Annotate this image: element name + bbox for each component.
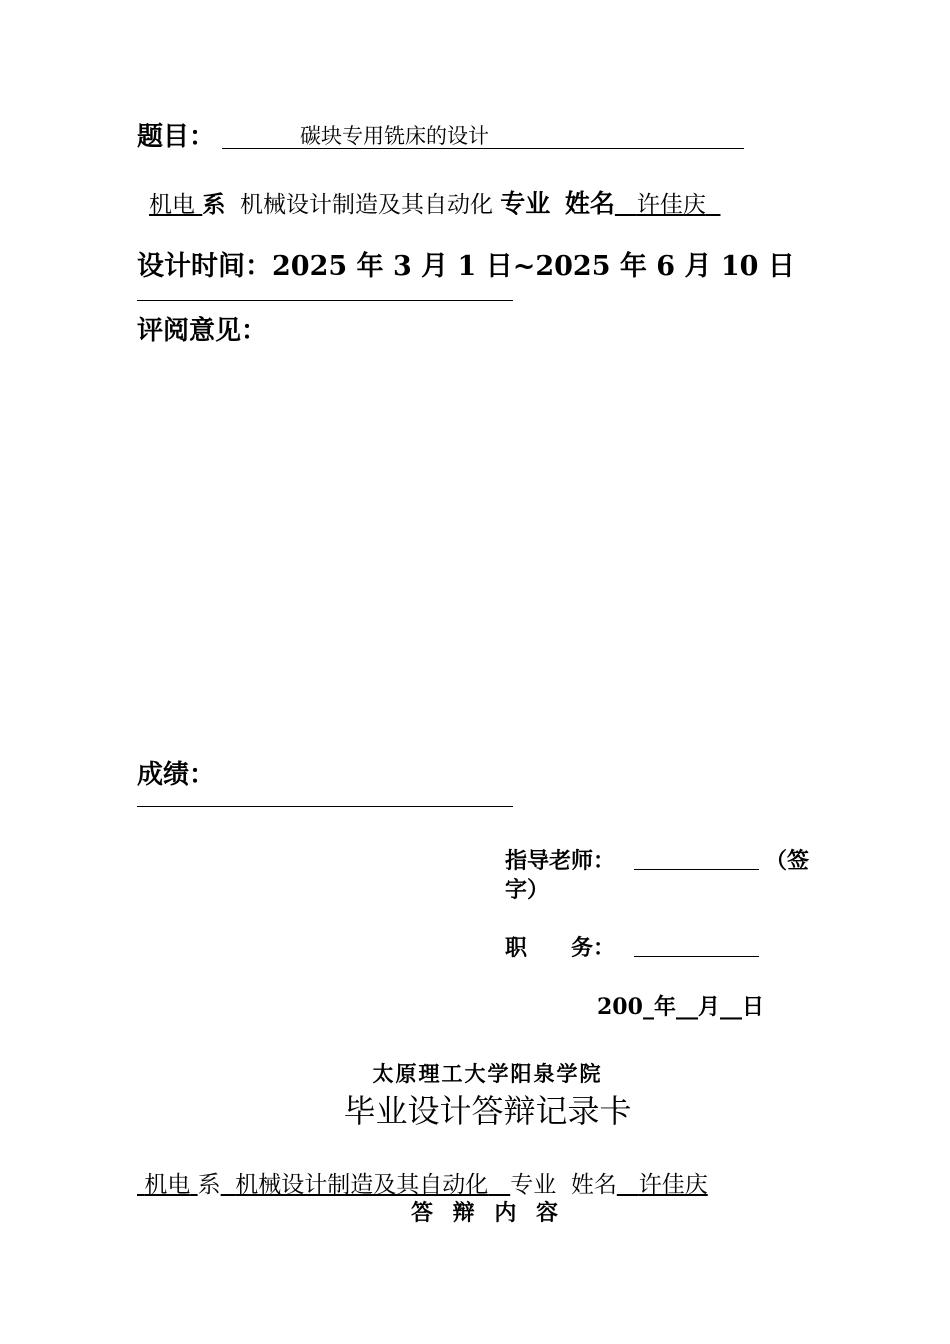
advisor-sign-note: （签: [765, 848, 810, 874]
topic-field: [222, 120, 744, 149]
advisor-sign-note-cont: 字）: [505, 877, 550, 903]
time-underline: [137, 300, 513, 301]
card-title: 毕业设计答辩记录卡: [343, 1092, 632, 1130]
advisor-signature-line: [634, 869, 759, 870]
design-time: [137, 244, 795, 283]
defense-dept-value: 机电: [144, 1172, 191, 1198]
date-day-unit: 日: [741, 994, 764, 1020]
position-label: 职 务：: [505, 935, 616, 961]
defense-name-label: 姓名: [570, 1172, 617, 1198]
grade-underline: [137, 806, 513, 807]
review-info-line: [149, 184, 720, 220]
date-year-unit: 年: [653, 994, 676, 1020]
topic-label: 题目：: [137, 122, 216, 152]
comments-label: 评阅意见：: [137, 316, 268, 346]
name-value: 许佳庆: [636, 192, 706, 218]
time-label: 设计时间：: [137, 251, 272, 282]
defense-major-label: 专业: [510, 1172, 557, 1198]
sign-date: 200_年__月__日: [597, 994, 764, 1020]
position-line: [634, 956, 759, 957]
date-month-unit: 月: [697, 994, 720, 1020]
advisor-label: 指导老师：: [505, 848, 616, 874]
dept-value: 机电: [149, 192, 195, 218]
name-label: 姓名: [564, 189, 615, 218]
school-name: 太原理工大学阳泉学院: [372, 1061, 603, 1086]
major-label: 专业: [500, 189, 551, 218]
dept-label: 系: [202, 191, 226, 218]
time-value: 2025 年 3 月 1 日~2025 年 6 月 10 日: [272, 251, 795, 282]
defense-info-line: [137, 1166, 708, 1199]
defense-name-value: 许佳庆: [638, 1172, 708, 1198]
date-year: 200: [597, 994, 643, 1020]
defense-dept-label: 系: [197, 1172, 221, 1198]
defense-content-heading: 答 辩 内 容: [411, 1200, 564, 1226]
topic-value: 碳块专用铣床的设计: [300, 124, 489, 148]
defense-major-value: 机械设计制造及其自动化: [235, 1172, 489, 1198]
major-value: 机械设计制造及其自动化: [239, 192, 493, 218]
grade-label: 成绩：: [137, 760, 216, 790]
